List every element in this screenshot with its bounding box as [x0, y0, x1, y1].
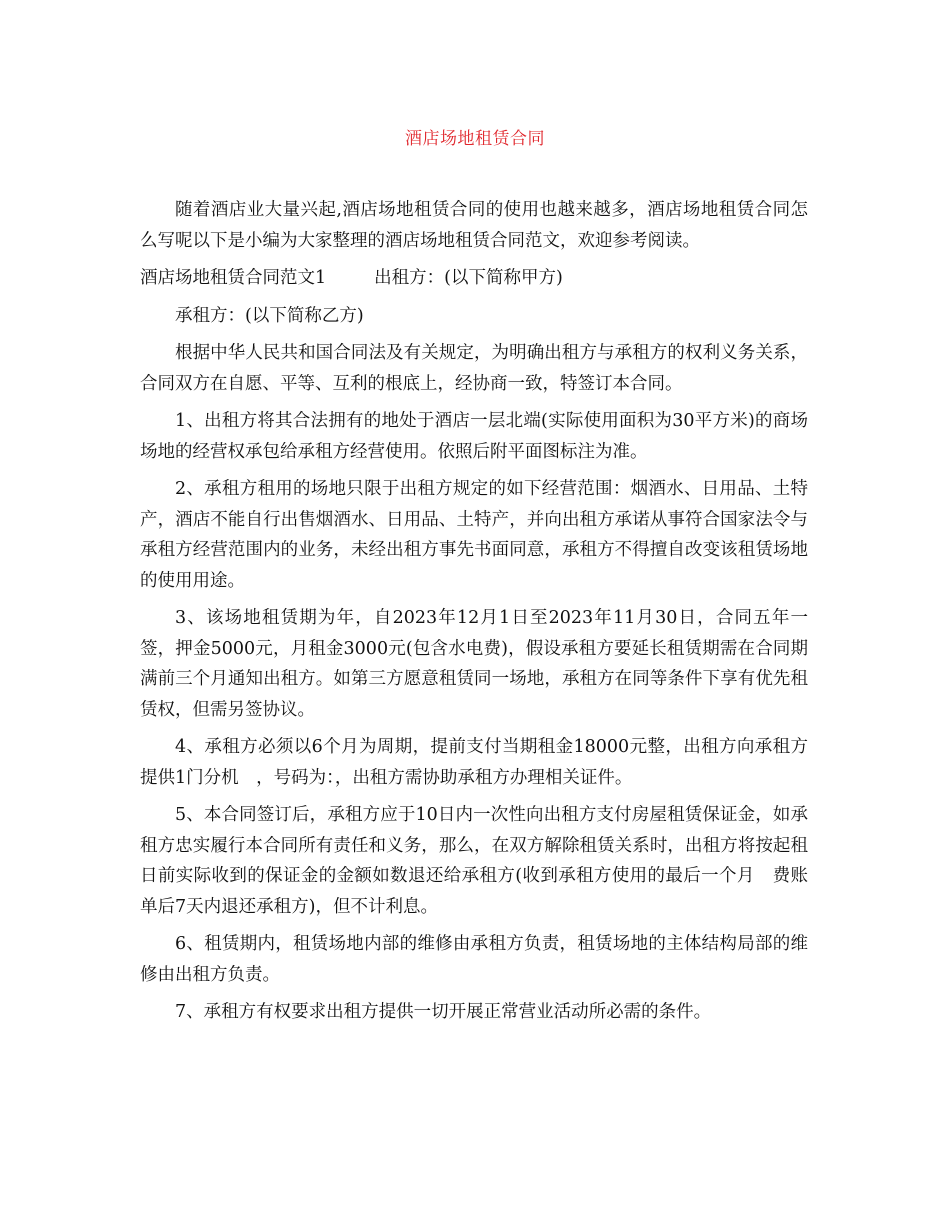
clause-paragraph: 2、承租方租用的场地只限于出租方规定的如下经营范围：烟酒水、日用品、土特产，酒店不能自行出售烟酒水、日用品、土特产，并向出租方承诺从事符合国家法令与承租方经营范围内的业务，未经出租方事先书面同意，承租方不得擅自改变该租赁场地的使用用途。 — [140, 479, 808, 591]
sample-heading-line — [140, 263, 808, 294]
lessor-line: 出租方：(以下简称甲方) — [374, 268, 563, 288]
document-title: 酒店场地租赁合同 — [405, 129, 545, 149]
clause-paragraph: 5、本合同签订后，承租方应于10日内一次性向出租方支付房屋租赁保证金，如承租方忠实履行本合同所有责任和义务，那么，在双方解除租赁关系时，出租方将按起租日前实际收到的保证金的金额如数退还给承租方(收到承租方使用的最后一个月 费账单后7天内退还承租方)，但不计利息。 — [140, 805, 808, 917]
clause-paragraph: 3、该场地租赁期为年，自2023年12月1日至2023年11月30日，合同五年一签，押金5000元，月租金3000元(包含水电费)，假设承租方要延长租赁期需在合同期满前三个月通知出租方。如第三方愿意租赁同一场地，承租方在同等条件下享有优先租赁权，但需另签协议。 — [140, 608, 808, 720]
clause-paragraph: 6、租赁期内，租赁场地内部的维修由承租方负责，租赁场地的主体结构局部的维修由出租方负责。 — [140, 934, 808, 985]
sample-heading: 酒店场地租赁合同范文1 — [140, 268, 327, 288]
clause-paragraph: 7、承租方有权要求出租方提供一切开展正常营业活动所必需的条件。 — [175, 1002, 712, 1022]
preamble-paragraph: 根据中华人民共和国合同法及有关规定，为明确出租方与承租方的权利义务关系，合同双方在自愿、平等、互利的根底上，经协商一致，特签订本合同。 — [140, 343, 808, 394]
clause-paragraph: 4、承租方必须以6个月为周期，提前支付当期租金18000元整，出租方向承租方提供1门分机 ，号码为：，出租方需协助承租方办理相关证件。 — [140, 737, 808, 788]
clause-paragraph: 1、出租方将其合法拥有的地处于酒店一层北端(实际使用面积为30平方米)的商场场地的经营权承包给承租方经营使用。依照后附平面图标注为准。 — [140, 411, 808, 462]
document-body — [140, 195, 808, 1035]
intro-paragraph: 随着酒店业大量兴起,酒店场地租赁合同的使用也越来越多，酒店场地租赁合同怎么写呢以下是小编为大家整理的酒店场地租赁合同范文，欢迎参考阅读。 — [140, 200, 808, 251]
lessee-line: 承租方：(以下简称乙方) — [175, 305, 364, 326]
